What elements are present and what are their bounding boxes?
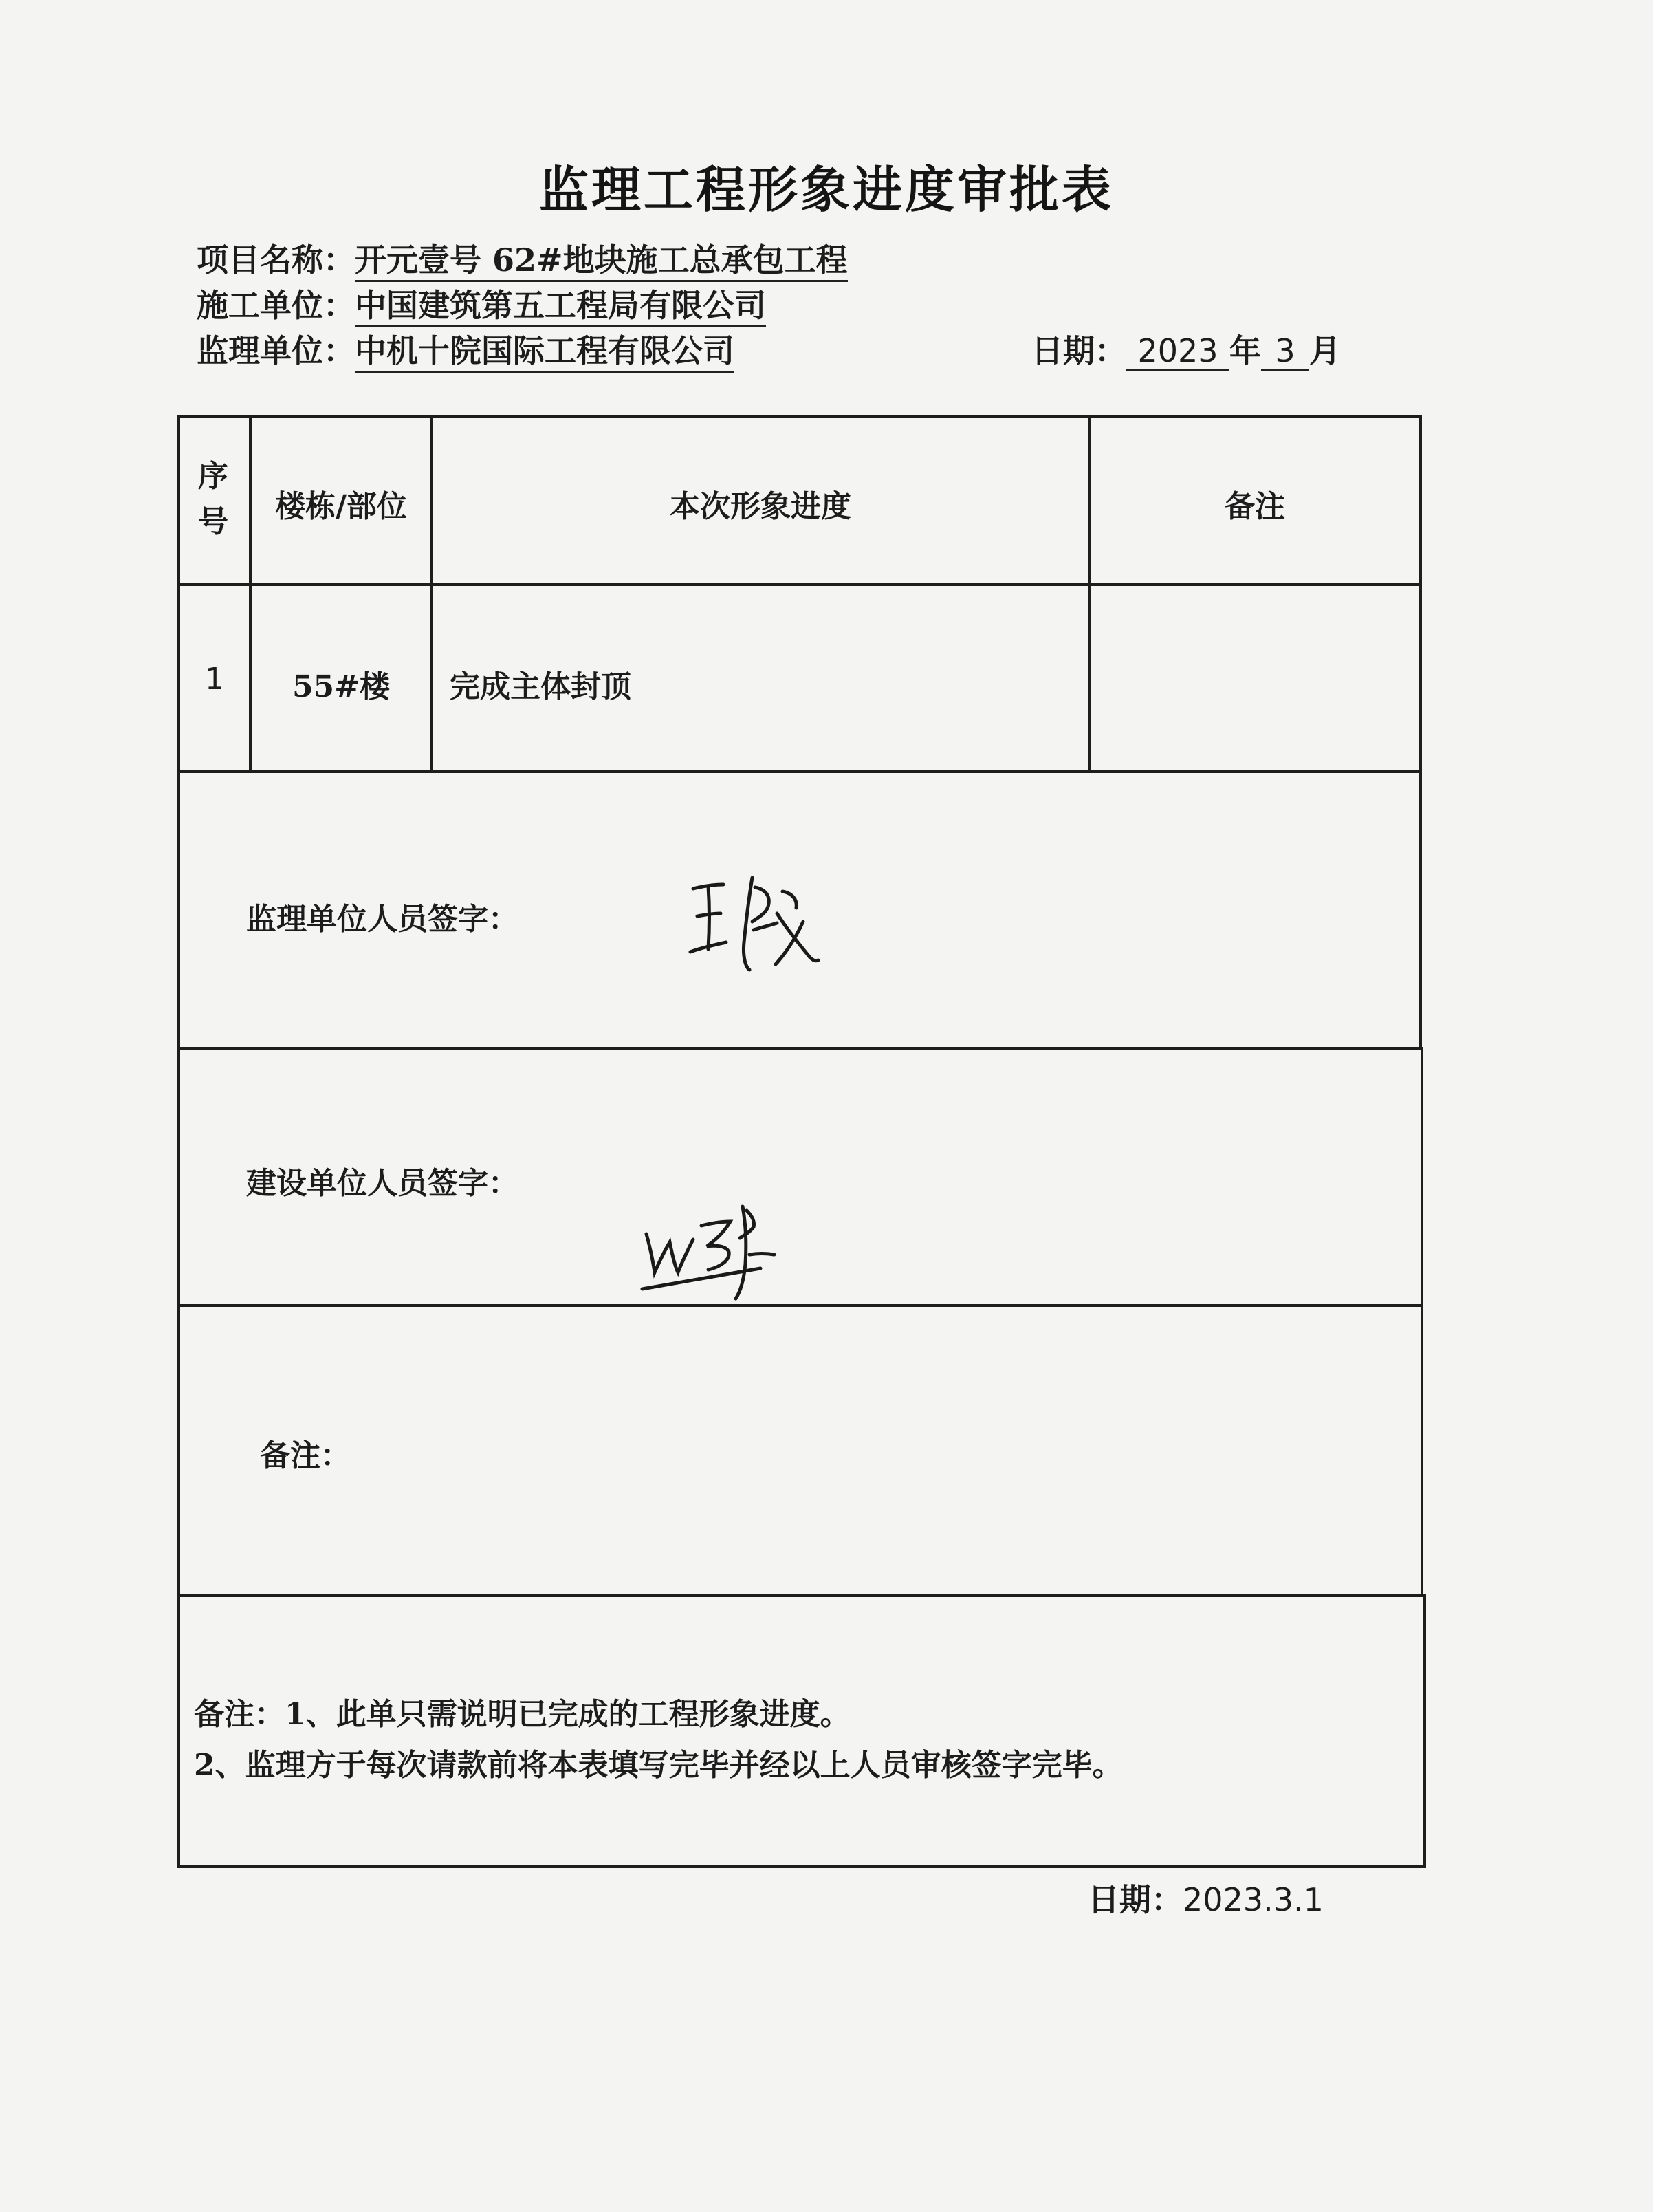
supervisor-signature xyxy=(681,874,832,977)
project-name-value: 开元壹号 62#地块施工总承包工程 xyxy=(355,241,848,282)
header-remark: 备注 xyxy=(1225,489,1285,524)
table-top-border xyxy=(177,415,1421,418)
project-name-row xyxy=(197,235,848,281)
remark-label: 备注： xyxy=(260,1438,351,1473)
header-date-label: 日期： xyxy=(1031,332,1126,369)
row-building xyxy=(252,662,430,706)
data-row-divider xyxy=(177,770,1421,773)
row-seq: 1 xyxy=(205,662,224,697)
page-title: 监理工程形象进度审批表 xyxy=(538,160,1114,219)
note-line-1: 备注：1、此单只需说明已完成的工程形象进度。 xyxy=(194,1697,851,1732)
supervisor-value: 中机十院国际工程有限公司 xyxy=(355,332,734,373)
supervisor-sign-divider xyxy=(177,1047,1421,1050)
footer-date xyxy=(1088,1875,1324,1920)
supervisor-signature-label: 监理单位人员签字： xyxy=(246,902,518,937)
table-right-border-bottom xyxy=(1423,1594,1426,1868)
header-row-divider xyxy=(177,583,1421,586)
note-line-2: 2、监理方于每次请款前将本表填写完毕并经以上人员审核签字完毕。 xyxy=(194,1748,1123,1783)
remark-divider xyxy=(177,1594,1423,1597)
contractor-value: 中国建筑第五工程局有限公司 xyxy=(355,287,766,327)
header-seq-char-2: 号 xyxy=(198,504,228,539)
row-progress: 完成主体封顶 xyxy=(450,669,631,704)
table-left-border xyxy=(177,415,180,1868)
table-right-border-mid xyxy=(1421,1047,1423,1597)
header-date-year: 2023 xyxy=(1126,332,1229,371)
footer-date-value: 2023.3.1 xyxy=(1183,1881,1324,1918)
table-bottom-border xyxy=(177,1865,1425,1868)
owner-signature xyxy=(633,1201,791,1304)
contractor-row xyxy=(197,281,766,326)
table-right-border-top xyxy=(1419,415,1422,1048)
supervisor-row xyxy=(197,326,734,371)
owner-sign-divider xyxy=(177,1304,1422,1307)
header-seq xyxy=(193,454,234,545)
contractor-label: 施工单位： xyxy=(197,287,355,324)
project-name-label: 项目名称： xyxy=(197,241,355,279)
col-divider-building xyxy=(430,415,433,772)
header-date-year-unit: 年 xyxy=(1229,332,1261,369)
header-progress: 本次形象进度 xyxy=(670,489,851,524)
supervisor-label: 监理单位： xyxy=(197,332,355,369)
col-divider-seq xyxy=(249,415,252,772)
header-date xyxy=(1031,326,1341,371)
col-divider-progress xyxy=(1088,415,1091,772)
row-building-text: 55#楼 xyxy=(292,669,391,704)
owner-signature-label: 建设单位人员签字： xyxy=(246,1166,518,1201)
header-date-month-unit: 月 xyxy=(1309,332,1341,369)
footer-date-label: 日期： xyxy=(1088,1881,1183,1918)
header-date-month: 3 xyxy=(1261,332,1309,371)
header-seq-char-1: 序 xyxy=(198,459,228,494)
header-building: 楼栋/部位 xyxy=(274,489,408,524)
